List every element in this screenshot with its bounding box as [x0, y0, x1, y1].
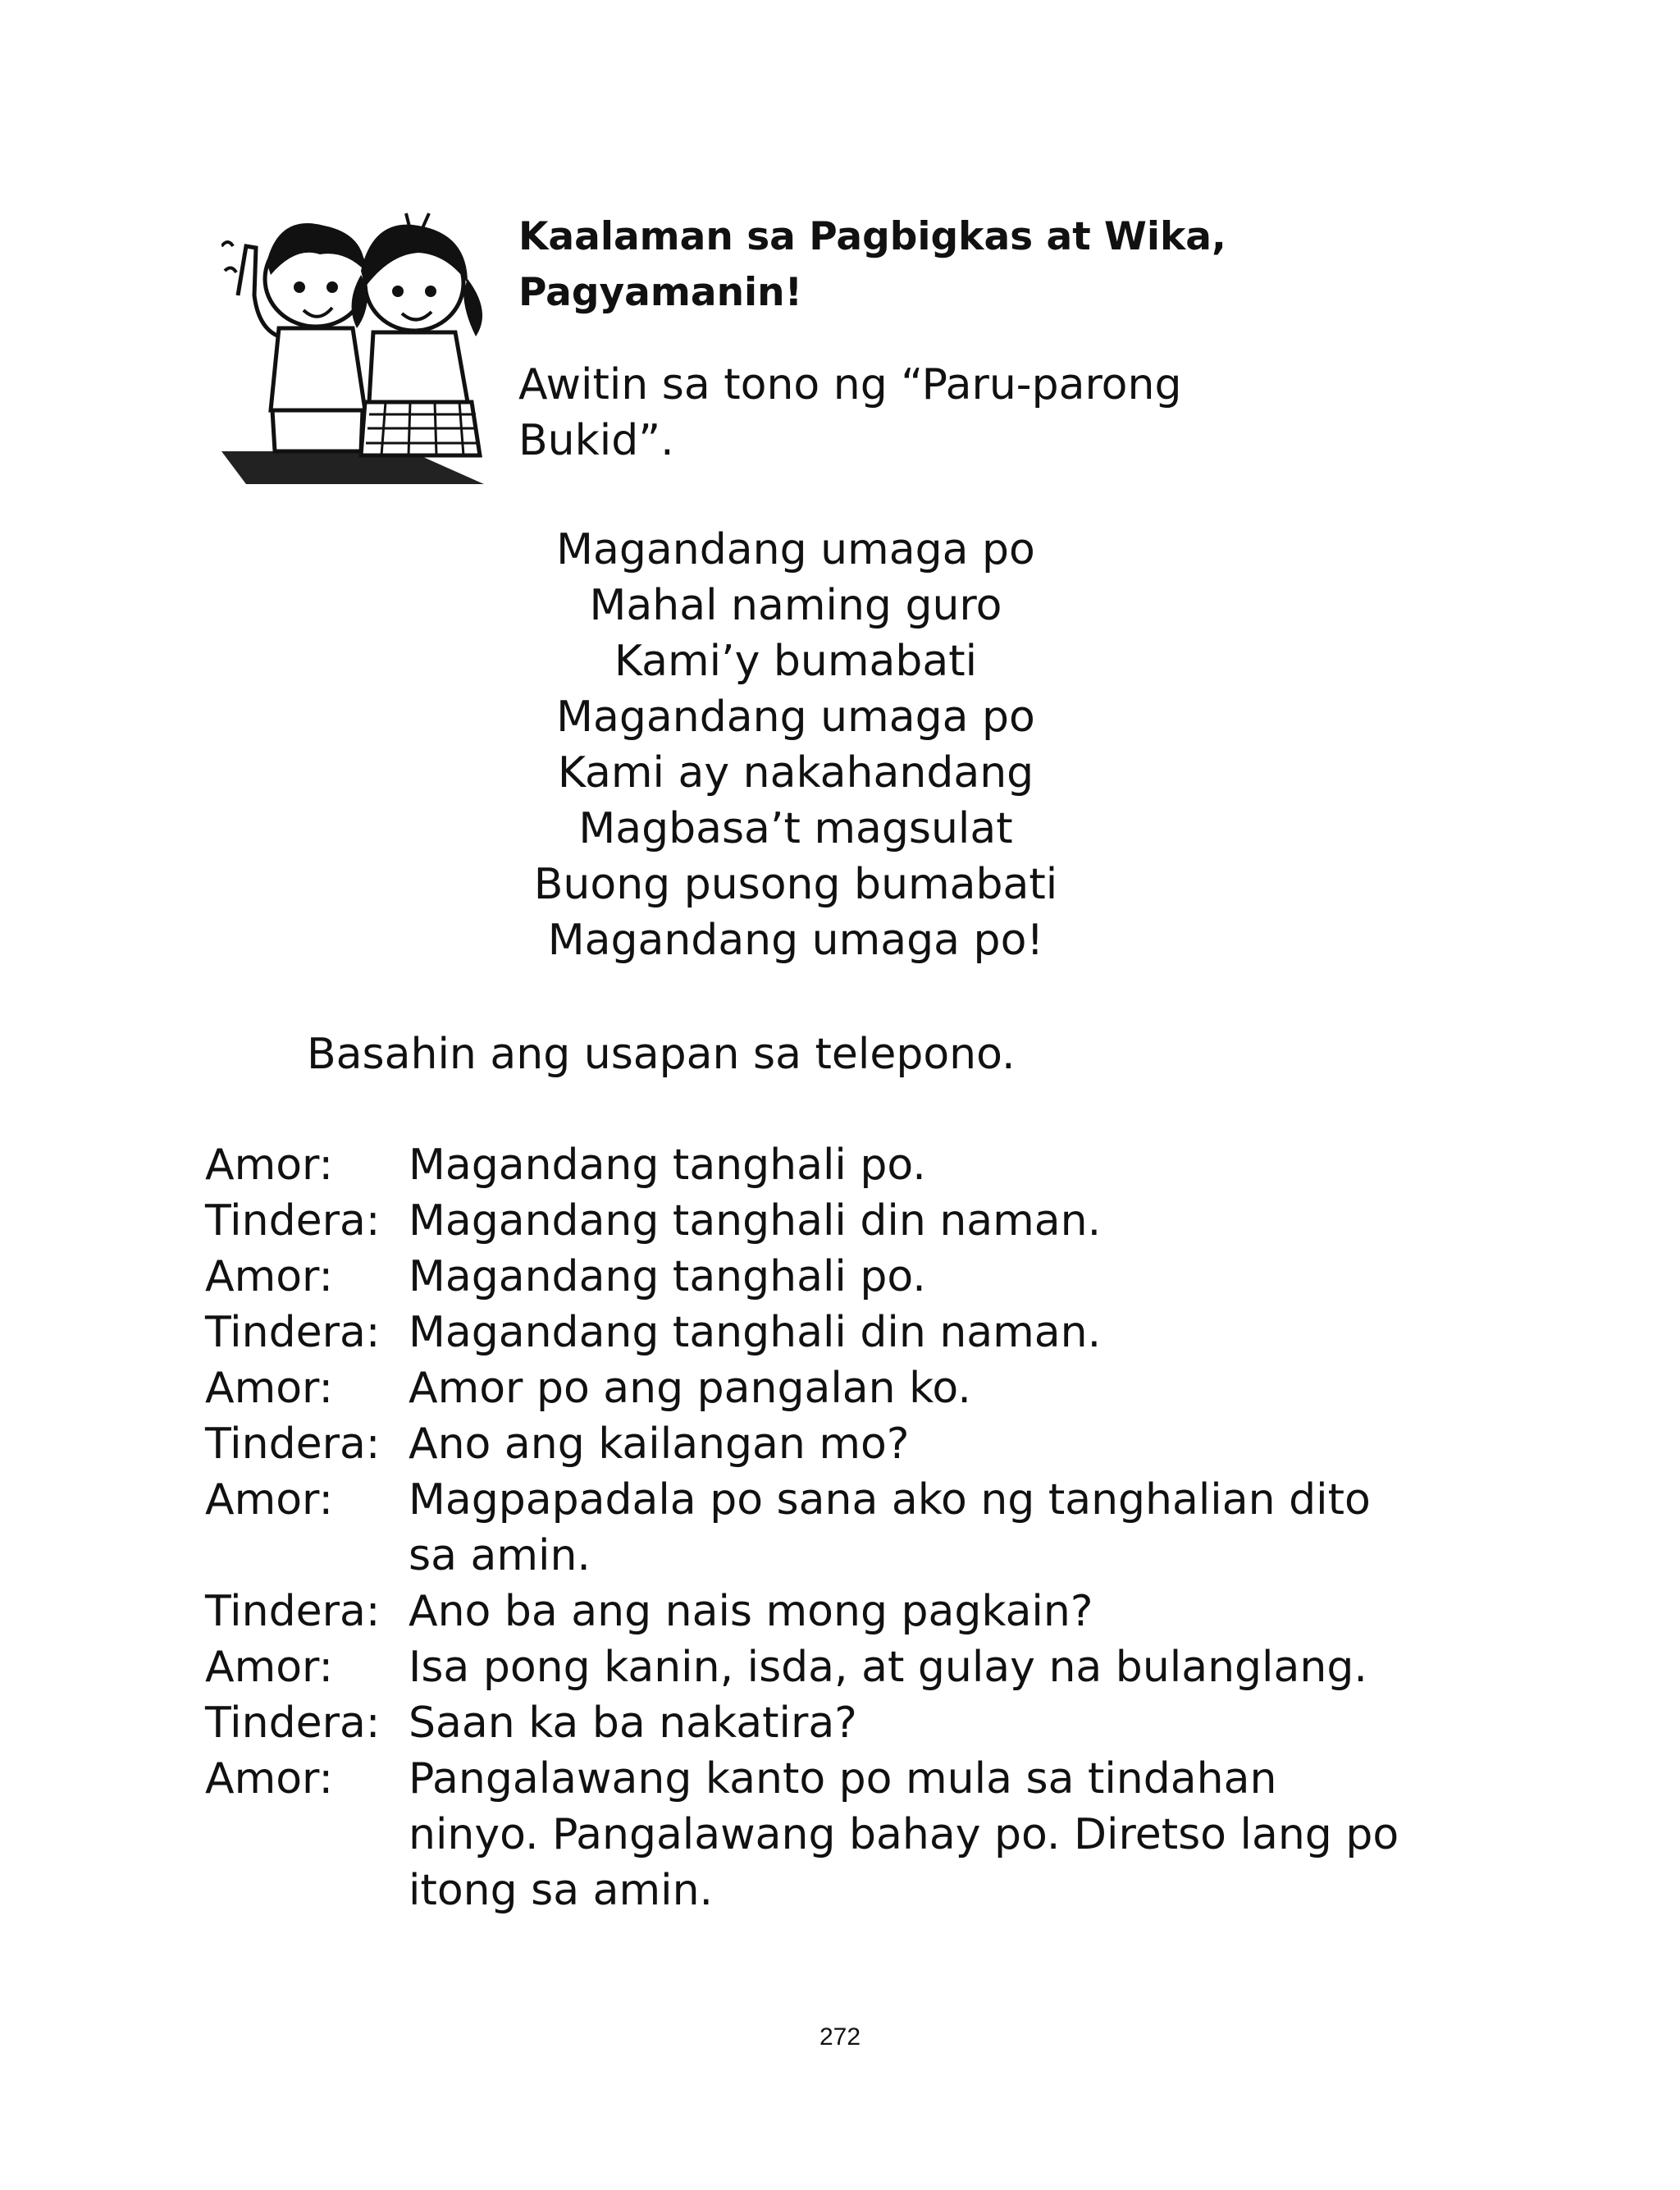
utterance: Ano ang kailangan mo? — [409, 1420, 910, 1469]
utterance: Pangalawang kanto po mula sa tindahan ninyo. Pangalawang bahay po. Diretso lang po itong sa amin. — [409, 1754, 1399, 1915]
utterance: Ano ba ang nais mong pagkain? — [409, 1587, 1093, 1636]
dialogue-line — [205, 1695, 1403, 1751]
dialogue-line — [205, 1305, 1403, 1360]
song-line: Kami ay nakahandang — [557, 748, 1034, 798]
dialogue-line — [205, 1360, 1403, 1416]
song-line: Buong pusong bumabati — [533, 860, 1058, 909]
speaker-name: Amor: — [205, 1643, 334, 1692]
utterance: Magandang tanghali din naman. — [409, 1196, 1102, 1246]
song-line: Mahal naming guro — [589, 581, 1002, 630]
page-number: 272 — [819, 2023, 861, 2051]
utterance: Saan ka ba nakatira? — [409, 1699, 857, 1748]
speaker-name: Amor: — [205, 1754, 334, 1804]
song-line: Magandang umaga po! — [547, 916, 1044, 965]
dialogue-line — [205, 1137, 1403, 1193]
song-line: Magandang umaga po — [556, 525, 1035, 574]
dialogue-line — [205, 1472, 1403, 1584]
utterance: Amor po ang pangalan ko. — [409, 1364, 971, 1413]
utterance: Magandang tanghali po. — [409, 1252, 926, 1301]
song-lyrics — [459, 522, 1132, 968]
song-line: Kami’y bumabati — [614, 637, 978, 686]
utterance: Magandang tanghali po. — [409, 1141, 926, 1190]
dialogue-instruction: Basahin ang usapan sa telepono. — [307, 1030, 1016, 1079]
phone-dialogue — [205, 1137, 1403, 1918]
dialogue-line — [205, 1584, 1403, 1639]
song-instruction: Awitin sa tono ng “Paru-parong Bukid”. — [518, 360, 1182, 465]
dialogue-line — [205, 1193, 1403, 1249]
utterance: Isa pong kanin, isda, at gulay na bulanglang. — [409, 1643, 1367, 1692]
dialogue-line — [205, 1416, 1403, 1472]
dialogue-line — [205, 1639, 1403, 1695]
speaker-name: Tindera: — [205, 1308, 381, 1357]
speaker-name: Amor: — [205, 1141, 334, 1190]
utterance: Magandang tanghali din naman. — [409, 1308, 1102, 1357]
song-line: Magbasa’t magsulat — [578, 804, 1013, 853]
section-heading: Kaalaman sa Pagbigkas at Wika, Pagyamanin! — [518, 214, 1226, 315]
speaker-name: Tindera: — [205, 1420, 381, 1469]
dialogue-line — [205, 1249, 1403, 1305]
speaker-name: Amor: — [205, 1364, 334, 1413]
speaker-name: Amor: — [205, 1475, 334, 1525]
children-illustration — [221, 205, 500, 484]
speaker-name: Amor: — [205, 1252, 334, 1301]
girl-figure — [352, 213, 482, 455]
speaker-name: Tindera: — [205, 1587, 381, 1636]
boy-figure — [221, 223, 367, 451]
dialogue-line — [205, 1751, 1403, 1918]
speaker-name: Tindera: — [205, 1699, 381, 1748]
utterance: Magpapadala po sana ako ng tanghalian dito sa amin. — [409, 1475, 1371, 1580]
speaker-name: Tindera: — [205, 1196, 381, 1246]
song-line: Magandang umaga po — [556, 693, 1035, 742]
